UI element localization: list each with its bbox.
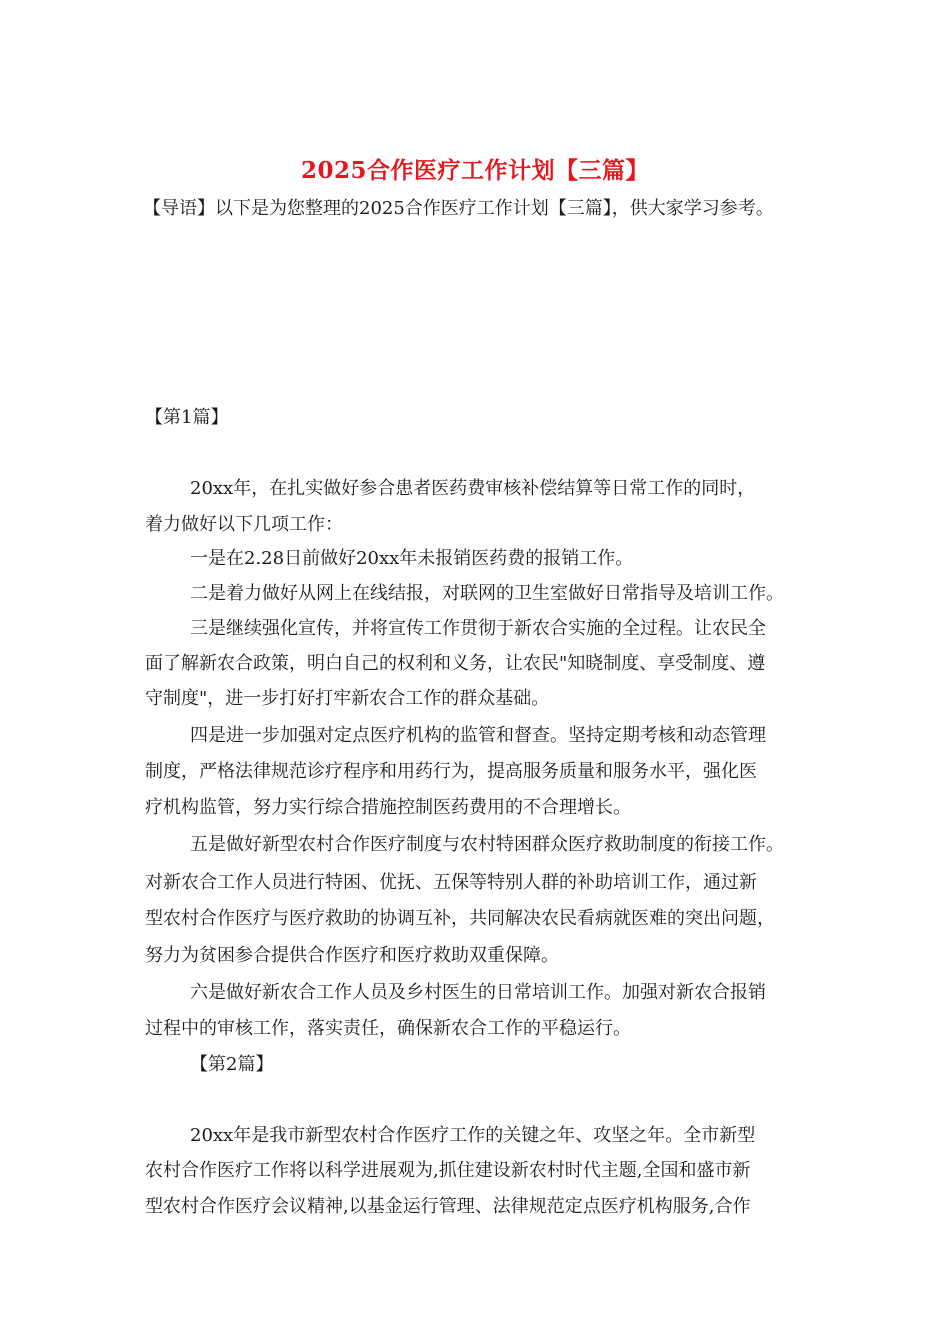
paragraph-line: 着力做好以下几项工作： xyxy=(145,514,343,535)
paragraph-line: 过程中的审核工作，落实责任，确保新农合工作的平稳运行。 xyxy=(145,1018,631,1039)
paragraph-line: 六是做好新农合工作人员及乡村医生的日常培训工作。加强对新农合报销 xyxy=(190,982,766,1003)
paragraph-line: 面了解新农合政策，明白自己的权利和义务，让农民"知晓制度、享受制度、遵 xyxy=(145,653,766,674)
paragraph-line: 二是着力做好从网上在线结报，对联网的卫生室做好日常指导及培训工作。 xyxy=(190,583,784,604)
paragraph-line: 三是继续强化宣传，并将宣传工作贯彻于新农合实施的全过程。让农民全 xyxy=(190,618,766,639)
paragraph-line: 农村合作医疗工作将以科学进展观为,抓住建设新农村时代主题,全国和盛市新 xyxy=(145,1160,751,1181)
document-title: 2025合作医疗工作计划【三篇】 xyxy=(300,157,649,184)
paragraph-line: 努力为贫困参合提供合作医疗和医疗救助双重保障。 xyxy=(145,945,559,966)
intro-paragraph: 【导语】以下是为您整理的2025合作医疗工作计划【三篇】，供大家学习参考。 xyxy=(143,198,774,219)
paragraph-line: 一是在2.28日前做好20xx年未报销医药费的报销工作。 xyxy=(190,548,634,569)
paragraph-line: 制度，严格法律规范诊疗程序和用药行为，提高服务质量和服务水平，强化医 xyxy=(145,761,757,782)
paragraph-line: 20xx年，在扎实做好参合患者医药费审核补偿结算等日常工作的同时， xyxy=(190,478,756,499)
paragraph-line: 型农村合作医疗会议精神,以基金运行管理、法律规范定点医疗机构服务,合作 xyxy=(145,1196,751,1217)
paragraph-line: 五是做好新型农村合作医疗制度与农村特困群众医疗救助制度的衔接工作。 xyxy=(190,834,784,855)
paragraph-line: 型农村合作医疗与医疗救助的协调互补，共同解决农民看病就医难的突出问题， xyxy=(145,908,775,929)
section-heading-2: 【第2篇】 xyxy=(190,1054,274,1075)
section-heading-1: 【第1篇】 xyxy=(145,407,229,428)
paragraph-line: 20xx年是我市新型农村合作医疗工作的关键之年、攻坚之年。全市新型 xyxy=(190,1125,756,1146)
paragraph-line: 守制度"，进一步打好打牢新农合工作的群众基础。 xyxy=(145,688,550,709)
paragraph-line: 对新农合工作人员进行特困、优抚、五保等特别人群的补助培训工作，通过新 xyxy=(145,872,757,893)
paragraph-line: 四是进一步加强对定点医疗机构的监管和督查。坚持定期考核和动态管理 xyxy=(190,725,766,746)
paragraph-line: 疗机构监管，努力实行综合措施控制医药费用的不合理增长。 xyxy=(145,797,631,818)
